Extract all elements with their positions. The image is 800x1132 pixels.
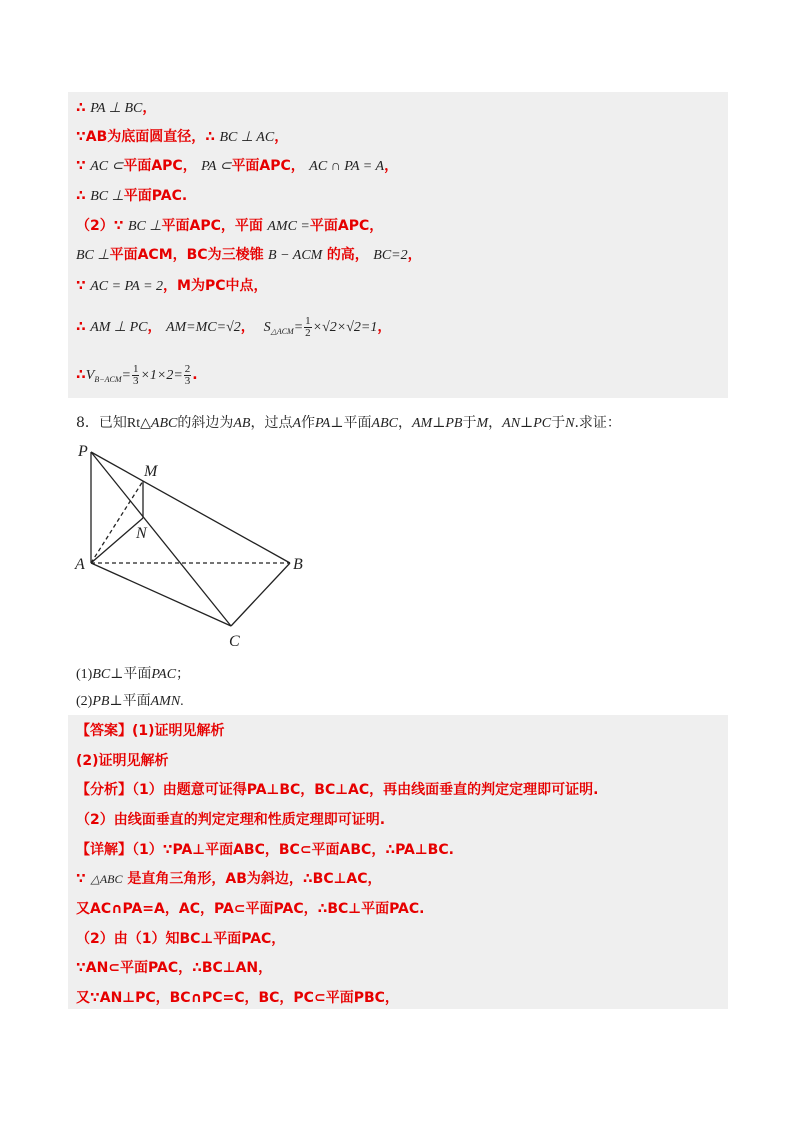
edge-PB	[91, 452, 290, 563]
fraction-two-thirds: $\frac{2}{3}$	[184, 362, 191, 387]
answer-line-1: 【答案】(1)证明见解析	[76, 723, 225, 739]
detail-line-6: 又∵AN⊥PC，BC∩PC=C，BC，PC⊂平面PBC，	[76, 990, 399, 1006]
label-B: B	[293, 556, 303, 573]
label-A: A	[75, 556, 85, 573]
edge-BC	[231, 563, 290, 626]
sub-question-1: (1)BC⊥平面PAC；	[76, 666, 191, 682]
label-P: P	[78, 443, 88, 460]
analysis-line-2: （2）由线面垂直的判定定理和性质定理即可证明.	[76, 812, 386, 828]
detail-line-5: ∵AN⊂平面PAC，∴BC⊥AN，	[76, 960, 273, 976]
segment-AM-hidden	[91, 481, 143, 563]
question-8-text: 8．已知Rt△ABC的斜边为AB，过点A作PA⊥平面ABC，AM⊥PB于M，AN⊥PC于N.求证：	[76, 415, 621, 431]
fraction-one-third: $\frac{1}{3}$	[132, 362, 139, 387]
solution-line-4: ∴ BC ⊥平面PAC.	[76, 188, 188, 204]
analysis-line-1: 【分析】（1）由题意可证得PA⊥BC，BC⊥AC，再由线面垂直的判定定理即可证明.	[76, 782, 599, 798]
detail-line-3: 又AC∩PA=A，AC，PA⊂平面PAC，∴BC⊥平面PAC.	[76, 901, 425, 917]
solution-line-3: ∵ AC ⊂平面APC， PA ⊂平面APC， AC ∩ PA = A，	[76, 158, 399, 174]
solution-line-6: BC ⊥平面ACM，BC为三棱锥 B − ACM 的高， BC=2，	[76, 247, 422, 263]
label-C: C	[229, 633, 240, 650]
solution-line-5: （2）∵ BC ⊥平面APC，平面 AMC =平面APC，	[76, 218, 384, 234]
answer-line-2: (2)证明见解析	[76, 753, 169, 769]
solution-line-2: ∵AB为底面圆直径，∴ BC ⊥ AC，	[76, 129, 289, 145]
answer-tag: 【答案】	[76, 723, 132, 739]
fraction-one-half: $\frac{1}{2}$	[305, 314, 311, 339]
sub-question-2: (2)PB⊥平面AMN.	[76, 693, 184, 709]
detail-line-4: （2）由（1）知BC⊥平面PAC，	[76, 931, 286, 947]
detail-line-2: ∵ △ABC 是直角三角形，AB为斜边，∴BC⊥AC，	[76, 871, 382, 887]
analysis-tag: 【分析】	[76, 782, 132, 798]
detail-tag: 【详解】	[76, 842, 132, 858]
solution-line-8: ∴ AM ⊥ PC， AM=MC=√2， $S_{\triangle ACM}=$ $\frac{1}{2}$ ×√2×√2=1，	[76, 314, 392, 339]
label-N: N	[136, 525, 147, 542]
label-M: M	[144, 463, 158, 480]
edge-PC	[91, 452, 231, 626]
pyramid-figure	[72, 438, 322, 653]
solution-line-1: ∴ PA ⊥ BC，	[76, 100, 157, 116]
solution-line-7: ∵ AC = PA = 2，M为PC中点，	[76, 278, 268, 294]
solution-line-9: $\therefore V_{B-ACM}=$ $\frac{1}{3}$ ×1×2= $\frac{2}{3}$ .	[76, 362, 198, 387]
detail-line-1: 【详解】（1）∵PA⊥平面ABC，BC⊂平面ABC，∴PA⊥BC.	[76, 842, 454, 858]
edge-AC	[91, 563, 231, 626]
